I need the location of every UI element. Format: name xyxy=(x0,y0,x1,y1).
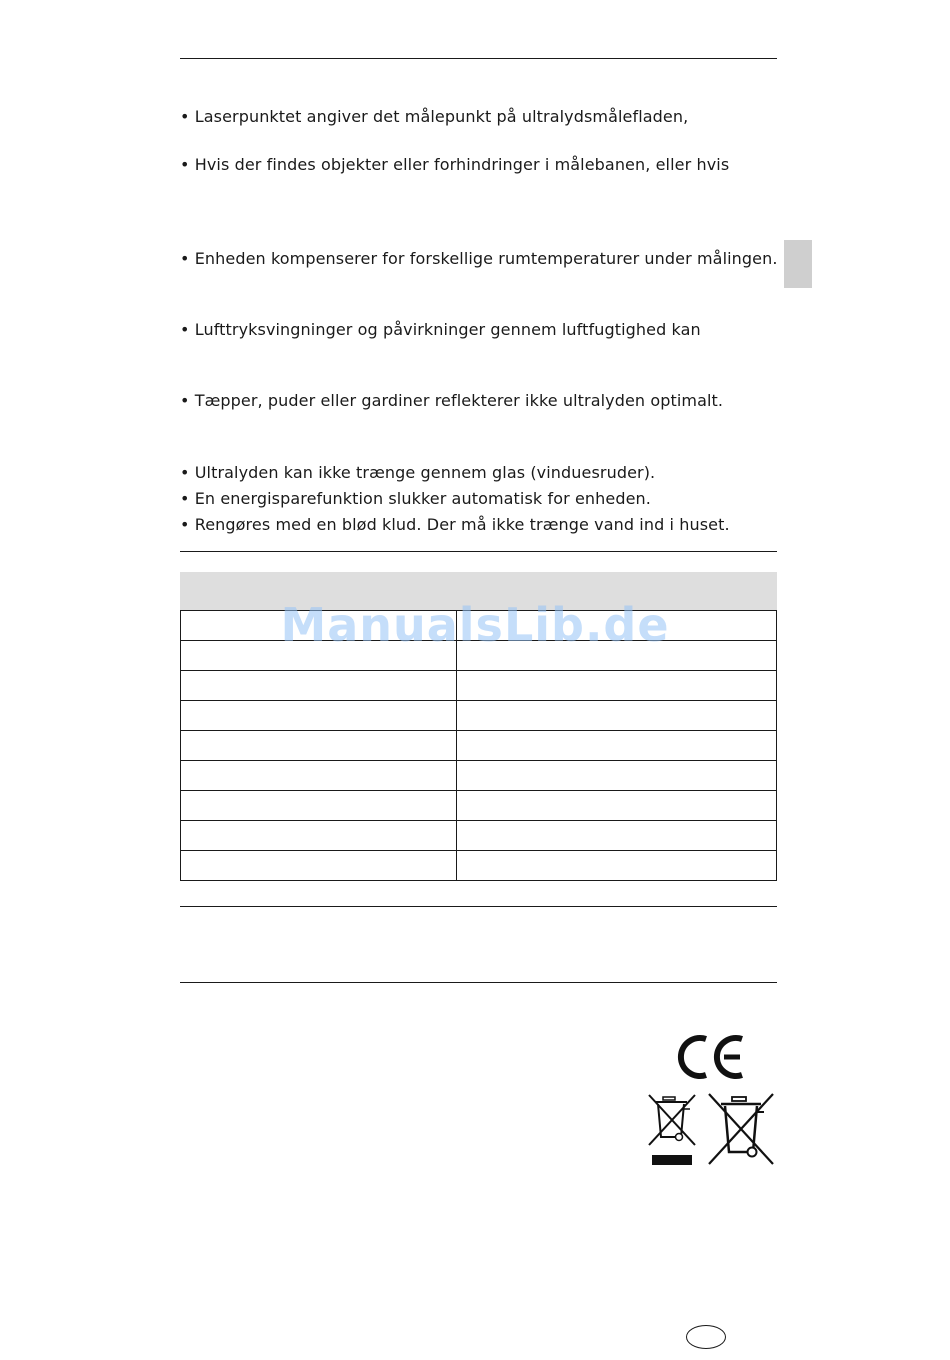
bullet-air-pressure: • Lufttryksvingninger og påvirkninger gennem luftfugtighed kan xyxy=(180,320,701,339)
table-cell xyxy=(457,701,777,731)
bullet-glass: • Ultralyden kan ikke trænge gennem glas (vinduesruder). xyxy=(180,463,656,482)
table-row xyxy=(181,851,777,881)
table-cell xyxy=(457,791,777,821)
section-tab-marker xyxy=(784,240,812,288)
table-row xyxy=(181,731,777,761)
divider-above-table xyxy=(180,551,777,552)
ce-mark-icon xyxy=(676,1034,748,1080)
table-cell xyxy=(181,701,457,731)
table-cell xyxy=(181,791,457,821)
table-row xyxy=(181,641,777,671)
page-number-oval xyxy=(686,1325,726,1349)
table-cell xyxy=(457,821,777,851)
spec-table xyxy=(180,610,777,881)
bullet-temperature: • Enheden kompenserer for forskellige rumtemperaturer under målingen. xyxy=(180,249,778,268)
table-cell xyxy=(181,821,457,851)
top-divider xyxy=(180,58,777,59)
bullet-laser-point: • Laserpunktet angiver det målepunkt på ultralydsmålefladen, xyxy=(180,107,689,126)
bullet-obstacles: • Hvis der findes objekter eller forhindringer i målebanen, eller hvis xyxy=(180,155,730,174)
bullet-cleaning: • Rengøres med en blød klud. Der må ikke trænge vand ind i huset. xyxy=(180,515,730,534)
table-cell xyxy=(457,851,777,881)
table-cell xyxy=(181,851,457,881)
divider-bottom xyxy=(180,982,777,983)
table-cell xyxy=(181,731,457,761)
table-cell xyxy=(181,611,457,641)
spec-table-header xyxy=(180,572,777,610)
bullet-energy-saving: • En energisparefunktion slukker automatisk for enheden. xyxy=(180,489,651,508)
table-cell xyxy=(181,671,457,701)
crossed-out-bin-icon xyxy=(646,1093,698,1167)
table-cell xyxy=(457,611,777,641)
table-row xyxy=(181,791,777,821)
table-row xyxy=(181,671,777,701)
table-row xyxy=(181,611,777,641)
table-cell xyxy=(181,761,457,791)
table-cell xyxy=(457,641,777,671)
crossed-out-wheelie-bin-icon xyxy=(706,1092,776,1166)
table-row xyxy=(181,821,777,851)
divider-below-table xyxy=(180,906,777,907)
table-cell xyxy=(457,671,777,701)
table-cell xyxy=(181,641,457,671)
table-cell xyxy=(457,761,777,791)
table-row xyxy=(181,761,777,791)
table-row xyxy=(181,701,777,731)
table-cell xyxy=(457,731,777,761)
watermark: ManualsLib.de xyxy=(280,598,670,652)
bullet-carpets: • Tæpper, puder eller gardiner reflekterer ikke ultralyden optimalt. xyxy=(180,391,724,410)
